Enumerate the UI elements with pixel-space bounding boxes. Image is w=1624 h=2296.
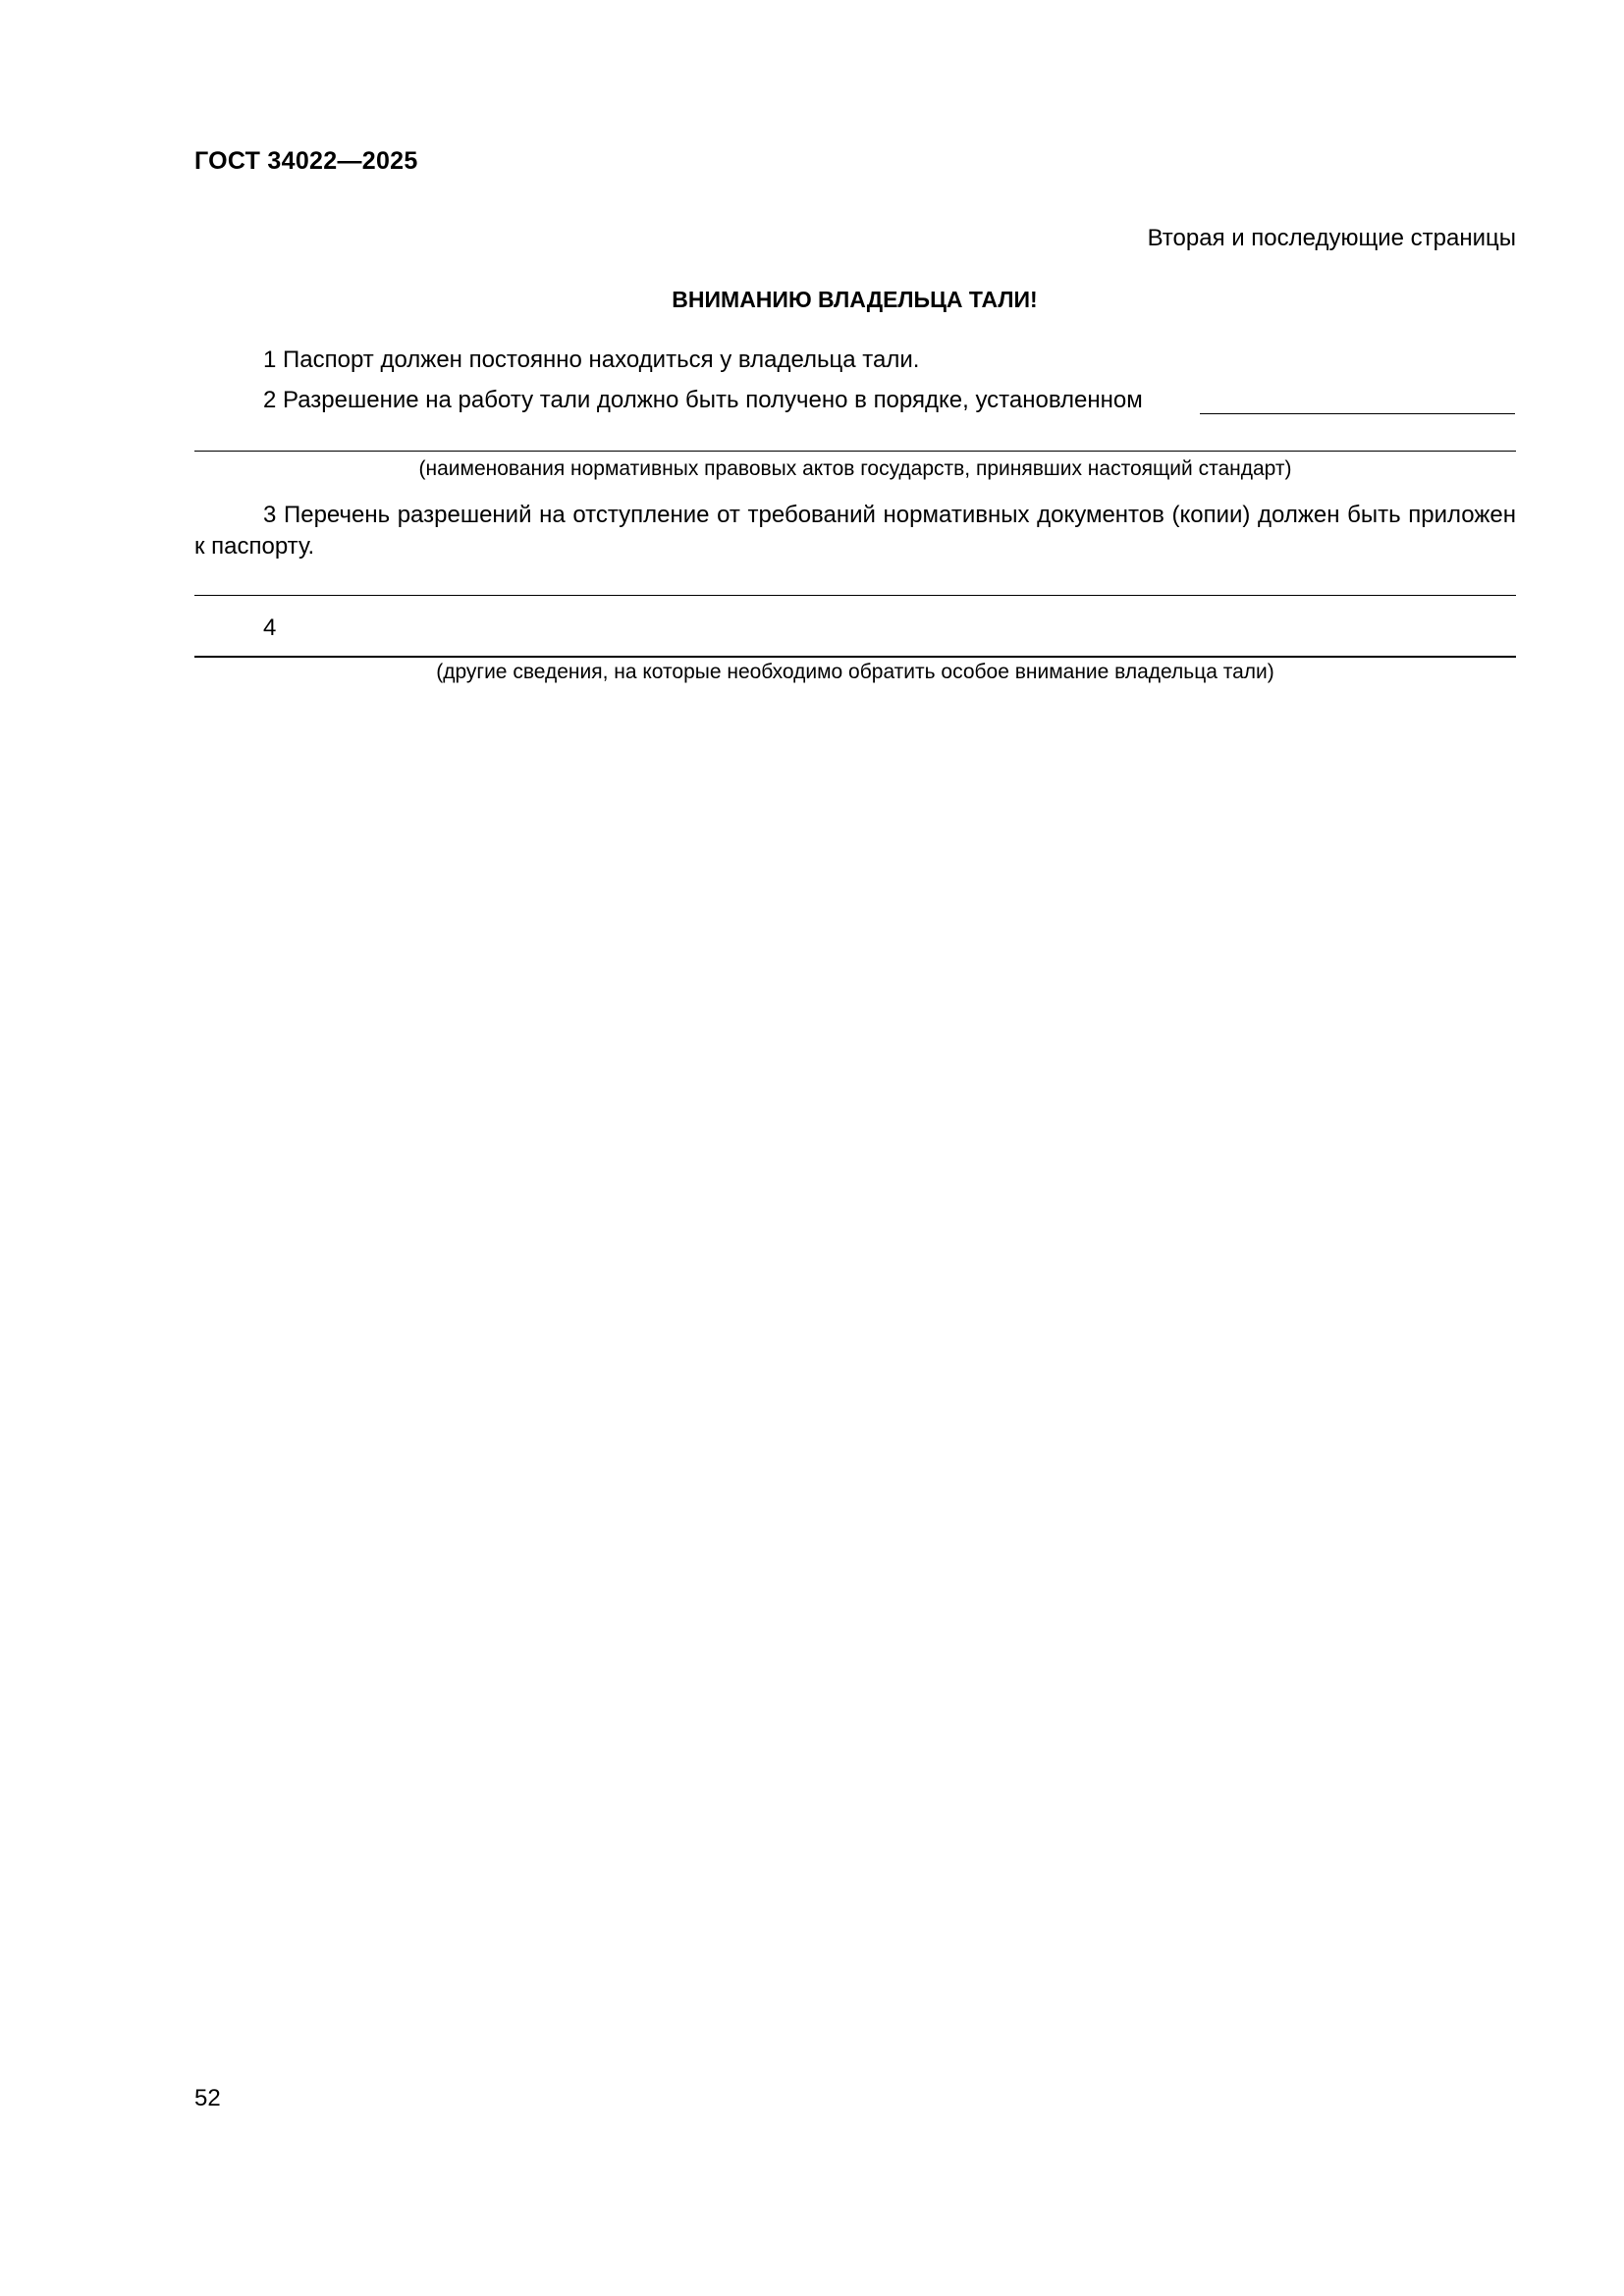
list-item-3: 3 Перечень разрешений на отступление от требований нормативных документов (копии) должен быть приложен к паспорту. — [194, 502, 1516, 560]
fill-in-line-acts — [194, 451, 1516, 452]
fill-in-line-permits — [194, 595, 1516, 596]
section-heading: ВНИМАНИЮ ВЛАДЕЛЬЦА ТАЛИ! — [672, 287, 1038, 312]
page-note: Вторая и последующие страницы — [1147, 225, 1516, 251]
standard-number: ГОСТ 34022—2025 — [194, 147, 418, 175]
caption-other: (другие сведения, на которые необходимо обратить особое внимание владельца тали) — [436, 661, 1274, 683]
fill-in-line-other — [194, 656, 1516, 658]
page-number: 52 — [194, 2085, 221, 2111]
list-item-4: 4 — [263, 614, 277, 641]
list-item-1: 1 Паспорт должен постоянно находиться у владельца тали. — [263, 347, 920, 373]
caption-acts: (наименования нормативных правовых актов государств, принявших настоящий стандарт) — [418, 457, 1292, 480]
fill-in-line-inline — [1200, 413, 1515, 414]
list-item-2: 2 Разрешение на работу тали должно быть получено в порядке, установленном — [263, 387, 1143, 413]
